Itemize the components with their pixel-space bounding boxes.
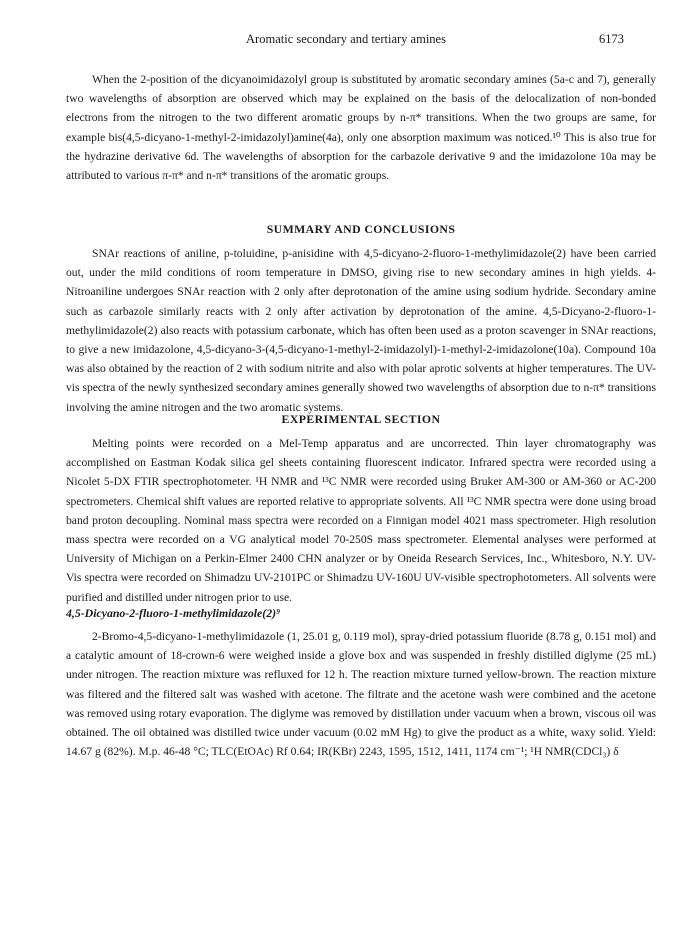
- procedure-section: [66, 627, 656, 761]
- compound-heading: 4,5-Dicyano-2-fluoro-1-methylimidazole(2)⁹: [66, 606, 281, 620]
- summary-paragraph: SNAr reactions of aniline, p-toluidine, p-anisidine with 4,5-dicyano-2-fluoro-1-methylimidazole(2) have been carried out, under the mild conditions of room temperature in DMSO, giving rise to new secondary amines in high yields. 4-Nitroaniline undergoes SNAr reaction with 2 only after deprotonation of the amine using sodium hydride. Secondary amine such as carbazole similarly reacts with 2 only after activation by deprotonation of the amine. 4,5-Dicyano-2-fluoro-1-methylimidazole(2) also reacts with potassium carbonate, which has often been used as a proton scavenger in SNAr reactions, to give a new imidazolone, 4,5-dicyano-3-(4,5-dicyano-1-methyl-2-imidazolyl)-1-methyl-2-imidazolone(10a). Compound 10a was also obtained by the reaction of 2 with sodium nitrite and also with polar aprotic solvents at higher temperatures. The UV-vis spectra of the newly synthesized secondary amines generally showed two wavelengths of absorption due to n-π* transitions involving the amine nitrogen and the two aromatic systems.: [66, 247, 656, 414]
- running-title: Aromatic secondary and tertiary amines: [246, 32, 446, 46]
- experimental-paragraph: Melting points were recorded on a Mel-Temp apparatus and are uncorrected. Thin layer chromatography was accomplished on Eastman Kodak silica gel sheets containing fluorescent indicator. Infrared spectra were recorded using a Nicolet 5-DX FTIR spectrophotometer. ¹H NMR and ¹³C NMR were recorded using Bruker AM-300 or AM-360 or AC-200 spectrometers. Chemical shift values are reported relative to appropriate solvents. All ¹³C NMR spectra were done using broad band proton decoupling. Nominal mass spectra were recorded on a Finnigan model 4021 mass spectrometer. High resolution mass spectra were recorded on a VG analytical model 70-250S mass spectrometer. Elemental analyses were performed at University of Michigan on a Perkin-Elmer 2400 CHN analyzer or by Oneida Research Services, Inc., Whitesboro, N.Y. UV-Vis spectra were recorded on Shimadzu UV-2101PC or Shimadzu UV-160U UV-visible spectrophotometers. All solvents were purified and distilled under nitrogen prior to use.: [66, 437, 656, 604]
- page-number: 6173: [599, 32, 624, 46]
- summary-heading: SUMMARY AND CONCLUSIONS: [266, 222, 456, 236]
- intro-paragraph: When the 2-position of the dicyanoimidazolyl group is substituted by aromatic secondary amines (5a-c and 7), generally two wavelengths of absorption are observed which may be explained on the basis of the delocalization of non-bonded electrons from the nitrogen to the two different aromatic groups by n-π* transitions. When the two groups are same, for example bis(4,5-dicyano-1-methyl-2-imidazolyl)amine(4a), only one absorption maximum was noticed.¹⁰ This is also true for the hydrazine derivative 6d. The wavelengths of absorption for the carbazole derivative 9 and the imidazolone 10a may be attributed to various π-π* and n-π* transitions of the aromatic groups.: [66, 73, 656, 183]
- experimental-section: [66, 434, 656, 607]
- experimental-heading: EXPERIMENTAL SECTION: [281, 412, 441, 426]
- intro-section: [66, 70, 656, 185]
- procedure-paragraph: 2-Bromo-4,5-dicyano-1-methylimidazole (1, 25.01 g, 0.119 mol), spray-dried potassium fluoride (8.78 g, 0.151 mol) and a catalytic amount of 18-crown-6 were weighed inside a glove box and was suspended in freshly distilled diglyme (25 mL) under nitrogen. The reaction mixture was refluxed for 12 h. The reaction mixture turned yellow-brown. The reaction mixture was filtered and the filtered salt was washed with acetone. The filtrate and the acetone wash were combined and the acetone was removed using rotary evaporation. The diglyme was removed by distillation under vacuum when a brown, viscous oil was obtained. The oil obtained was distilled twice under vacuum (0.02 mM Hg) to give the product as a white, waxy solid. Yield: 14.67 g (82%). M.p. 46-48 °C; TLC(EtOAc) Rf 0.64; IR(KBr) 2243, 1595, 1512, 1411, 1174 cm⁻¹; ¹H NMR(CDCl₃) δ: [66, 630, 656, 759]
- page-header: [0, 32, 692, 48]
- summary-section: [66, 244, 656, 417]
